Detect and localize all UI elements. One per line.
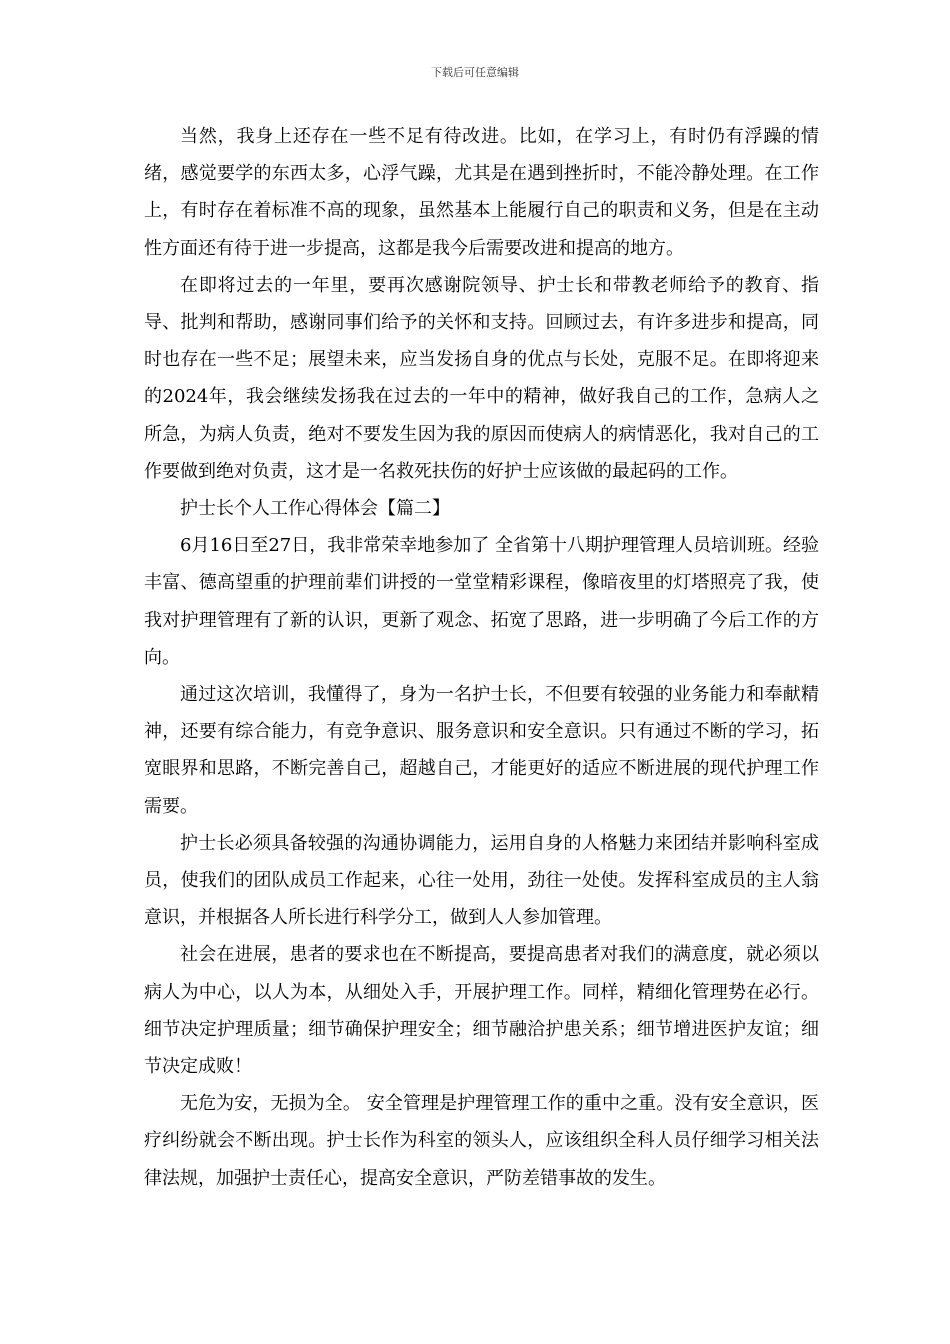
- paragraph-3: 6月16日至27日，我非常荣幸地参加了 全省第十八期护理管理人员培训班。经验丰富、德高望重的护理前辈们讲授的一堂堂精彩课程，像暗夜里的灯塔照亮了我，使我对护理管理有了新的认识，更新了观念、拓宽了思路，进一步明确了今后工作的方向。: [144, 535, 819, 668]
- document-body: [144, 118, 819, 1197]
- paragraph-1: 当然，我身上还存在一些不足有待改进。比如，在学习上，有时仍有浮躁的情绪，感觉要学的东西太多，心浮气躁，尤其是在遇到挫折时，不能冷静处理。在工作上，有时存在着标准不高的现象，虽然基本上能履行自己的职责和义务，但是在主动性方面还有待于进一步提高，这都是我今后需要改进和提高的地方。: [144, 126, 819, 259]
- paragraph-7: 无危为安，无损为全。 安全管理是护理管理工作的重中之重。没有安全意识，医疗纠纷就会不断出现。护士长作为科室的领头人，应该组织全科人员仔细学习相关法律法规，加强护士责任心，提高安全意识，严防差错事故的发生。: [144, 1093, 819, 1189]
- section-heading: 护士长个人工作心得体会【篇二】: [180, 498, 450, 520]
- paragraph-2: 在即将过去的一年里，要再次感谢院领导、护士长和带教老师给予的教育、指导、批判和帮助，感谢同事们给予的关怀和支持。回顾过去，有许多进步和提高，同时也存在一些不足；展望未来，应当发扬自身的优点与长处，克服不足。在即将迎来的2024年，我会继续发扬我在过去的一年中的精神，做好我自己的工作，急病人之所急，为病人负责，绝对不要发生因为我的原因而使病人的病情恶化，我对自己的工作要做到绝对负责，这才是一名救死扶伤的好护士应该做的最起码的工作。: [144, 274, 819, 482]
- paragraph-5: 护士长必须具备较强的沟通协调能力，运用自身的人格魅力来团结并影响科室成员，使我们的团队成员工作起来，心往一处用，劲往一处使。发挥科室成员的主人翁意识，并根据各人所长进行科学分工，做到人人参加管理。: [144, 832, 819, 929]
- paragraph-4: 通过这次培训，我懂得了，身为一名护士长，不但要有较强的业务能力和奉献精神，还要有综合能力，有竞争意识、服务意识和安全意识。只有通过不断的学习，拓宽眼界和思路，不断完善自己，超越自己，才能更好的适应不断进展的现代护理工作需要。: [144, 684, 819, 817]
- page-header: 下载后可任意编辑: [431, 66, 519, 79]
- paragraph-6: 社会在进展，患者的要求也在不断提高，要提高患者对我们的满意度，就必须以病人为中心，以人为本，从细处入手，开展护理工作。同样，精细化管理势在必行。细节决定护理质量；细节确保护理安全；细节融洽护患关系；细节增进医护友谊；细节决定成败！: [144, 944, 819, 1078]
